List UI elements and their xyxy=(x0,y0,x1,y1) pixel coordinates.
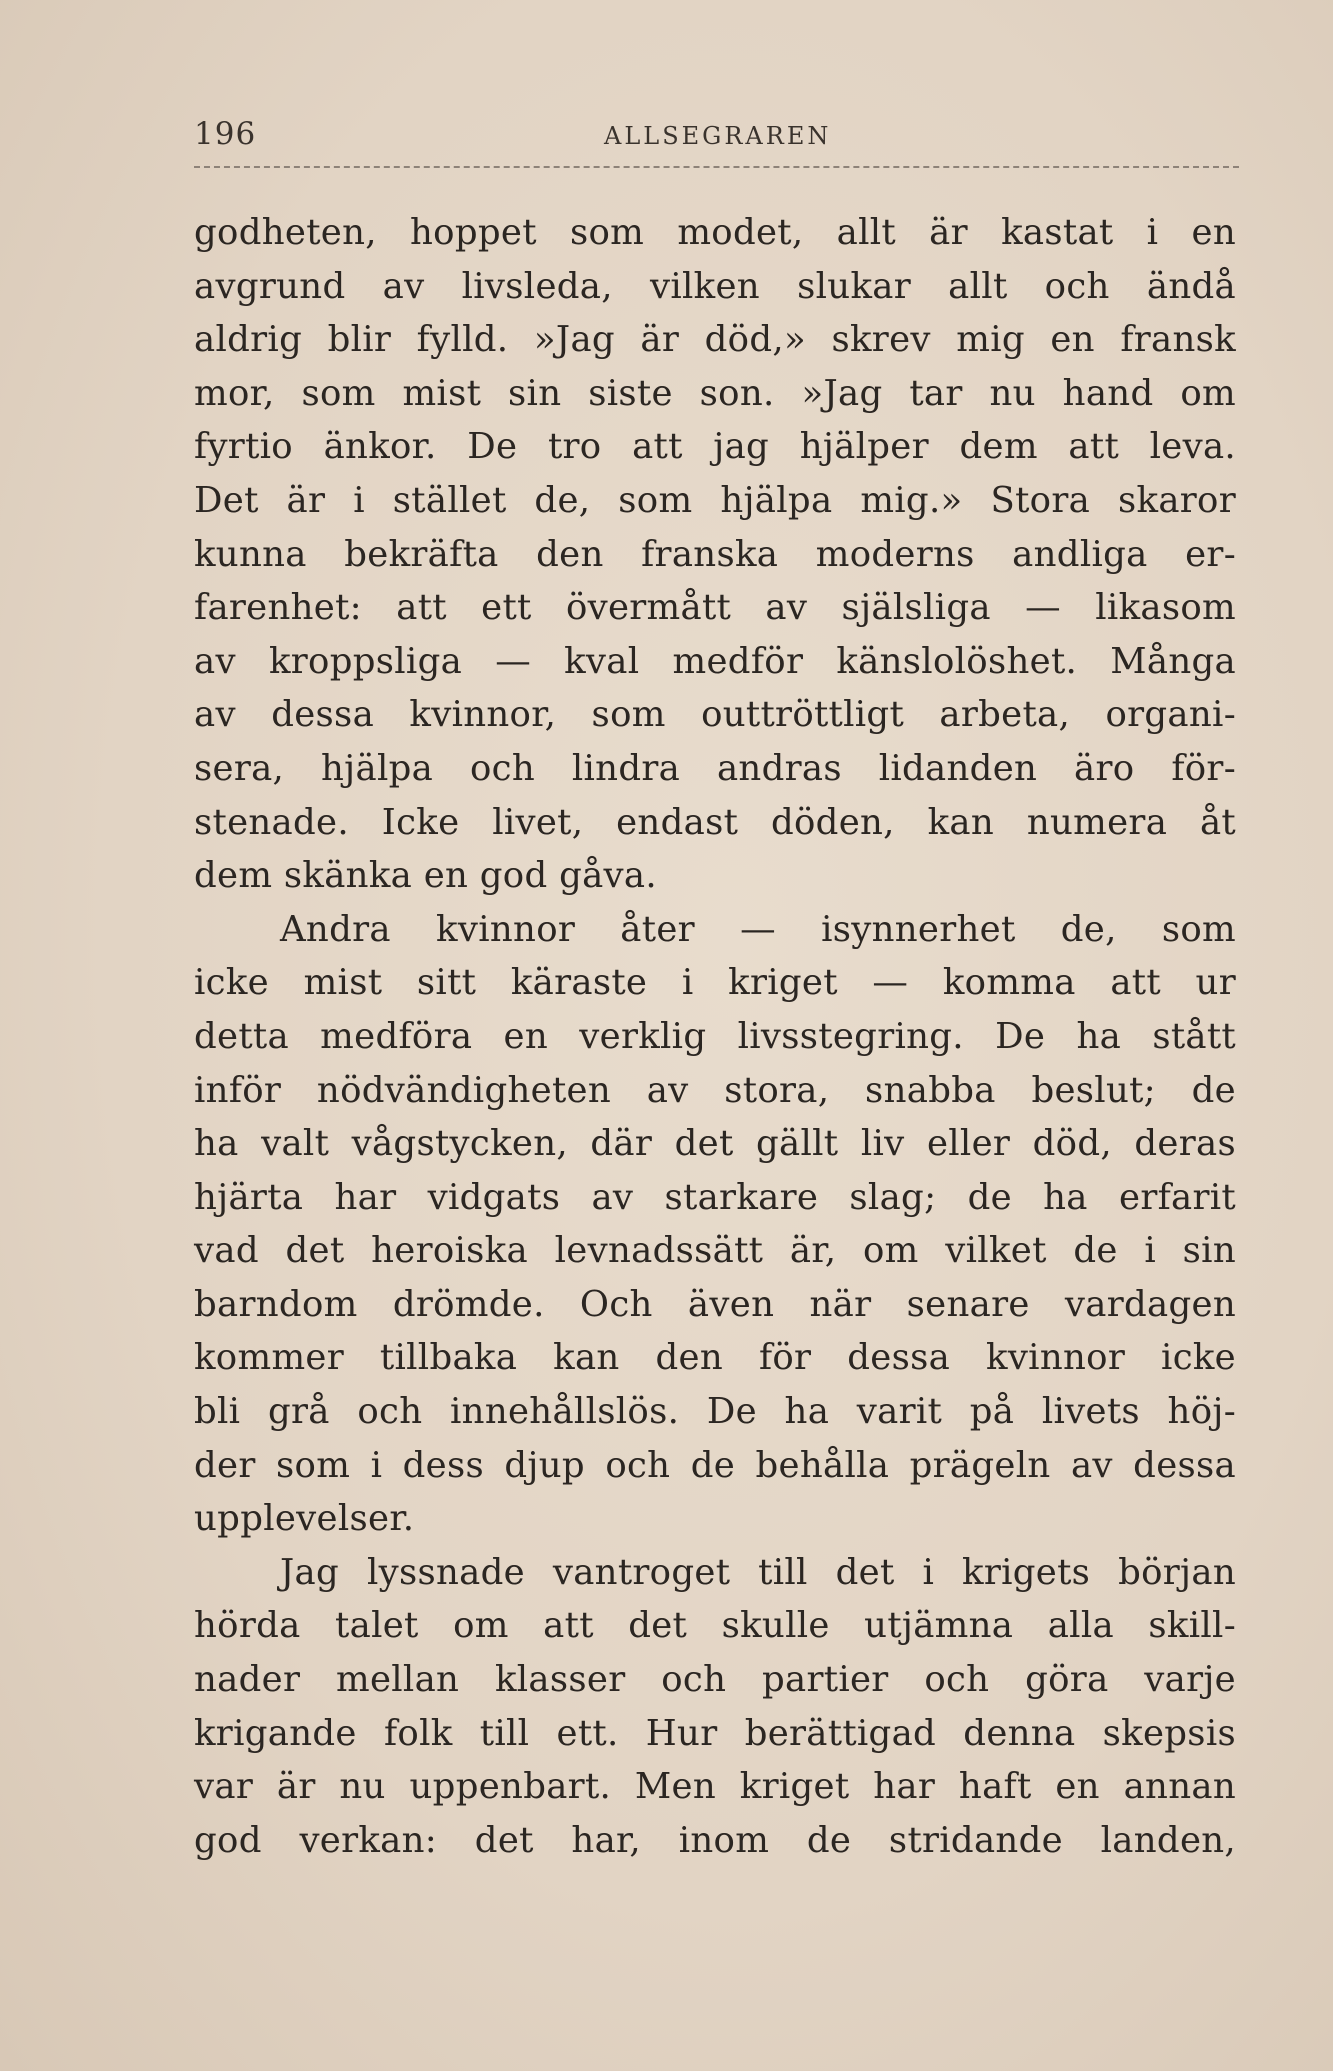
text-line: dem skänka en god gåva. xyxy=(194,855,657,897)
text-line: upplevelser. xyxy=(194,1498,415,1540)
text-line: vad det heroiska levnadssätt är, om vilket de i sin xyxy=(194,1230,1236,1272)
text-line: Det är i stället de, som hjälpa mig.» Stora skaror xyxy=(194,479,1236,521)
text-line: icke mist sitt käraste i kriget — komma att ur xyxy=(194,962,1236,1004)
text-line: kommer tillbaka kan den för dessa kvinnor icke xyxy=(194,1337,1236,1379)
text-line: mor, som mist sin siste son. »Jag tar nu hand om xyxy=(194,372,1236,414)
text-line: god verkan: det har, inom de stridande landen, xyxy=(194,1819,1236,1861)
text-line: kunna bekräfta den franska moderns andliga er- xyxy=(194,533,1236,575)
text-line: godheten, hoppet som modet, allt är kastat i en xyxy=(194,212,1236,253)
text-line: ha valt vågstycken, där det gällt liv eller död, deras xyxy=(194,1123,1236,1165)
text-line: aldrig blir fylld. »Jag är död,» skrev mig en fransk xyxy=(194,319,1236,361)
running-head xyxy=(194,116,1234,156)
text-line: krigande folk till ett. Hur berättigad denna skepsis xyxy=(194,1712,1236,1754)
text-line: av dessa kvinnor, som outtröttligt arbeta, organi- xyxy=(194,694,1236,736)
text-line: bli grå och innehållslös. De ha varit på livets höj- xyxy=(194,1391,1236,1433)
body-text xyxy=(194,206,1236,1867)
text-line: av kroppsliga — kval medför känslolöshet. Många xyxy=(194,640,1236,682)
text-line: var är nu uppenbart. Men kriget har haft en annan xyxy=(194,1766,1236,1808)
text-line: farenhet: att ett övermått av själsliga — likasom xyxy=(194,587,1236,629)
text-line: barndom drömde. Och även när senare vardagen xyxy=(194,1283,1236,1325)
text-line: inför nödvändigheten av stora, snabba beslut; de xyxy=(194,1069,1236,1111)
text-line: fyrtio änkor. De tro att jag hjälper dem att leva. xyxy=(194,426,1236,468)
text-line: Andra kvinnor åter — isynnerhet de, som xyxy=(280,908,1236,950)
running-title: ALLSEGRAREN xyxy=(604,122,832,150)
text-line: stenade. Icke livet, endast döden, kan numera åt xyxy=(194,801,1236,843)
text-line: detta medföra en verklig livsstegring. De ha stått xyxy=(194,1015,1236,1057)
page-number: 196 xyxy=(194,116,257,152)
header-rule xyxy=(194,166,1239,168)
text-line: Jag lyssnade vantroget till det i krigets början xyxy=(280,1551,1236,1593)
text-line: avgrund av livsleda, vilken slukar allt och ändå xyxy=(194,265,1236,307)
text-line: nader mellan klasser och partier och göra varje xyxy=(194,1659,1236,1701)
text-line: sera, hjälpa och lindra andras lidanden äro för- xyxy=(194,747,1236,789)
text-line: hörda talet om att det skulle utjämna alla skill- xyxy=(194,1605,1236,1647)
text-line: der som i dess djup och de behålla prägeln av dessa xyxy=(194,1444,1236,1486)
text-line: hjärta har vidgats av starkare slag; de ha erfarit xyxy=(194,1176,1236,1218)
